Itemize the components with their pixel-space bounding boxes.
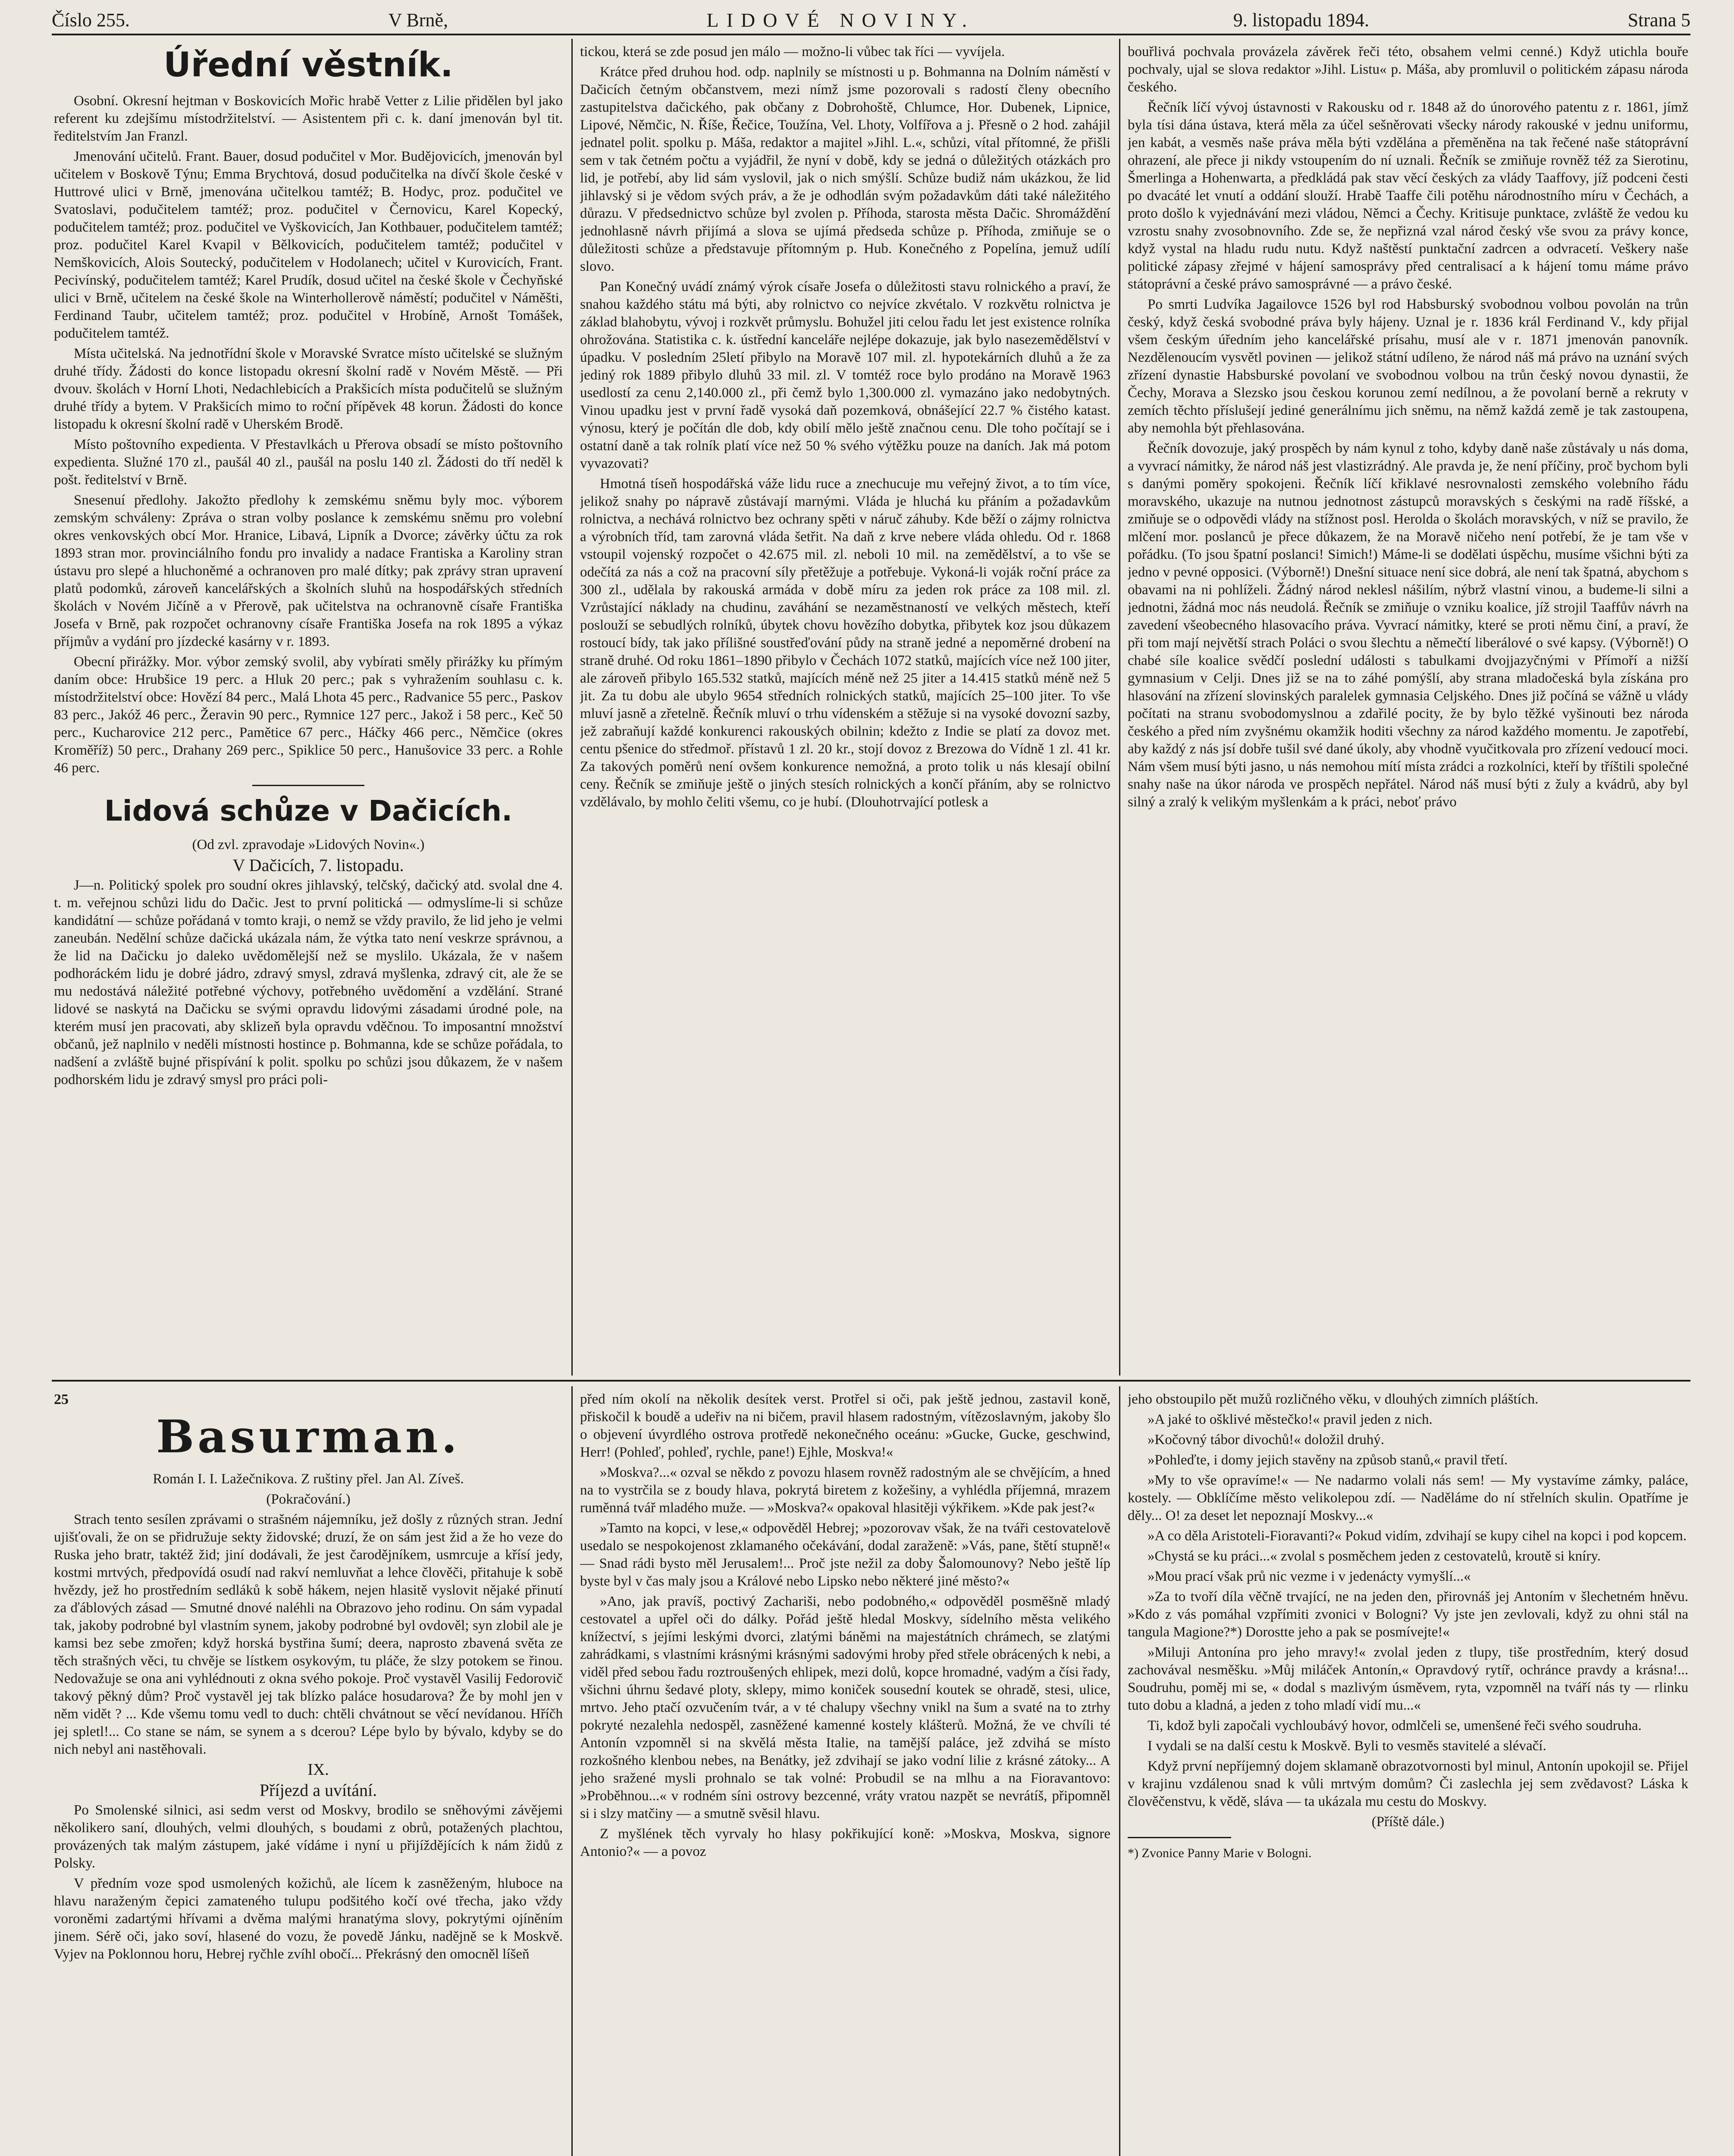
paragraph: Z myšlének těch vyrvaly ho hlasy pokřikující koně: »Moskva, Moskva, signore Antonio?« — a povoz <box>580 1826 1110 1859</box>
paragraph: »Chystá se ku práci...« zvolal s posměchem jeden z cestovatelů, kroutě si kníry. <box>1148 1548 1601 1564</box>
paragraph: jeho obstoupilo pět mužů rozličného věku, v dlouhých zimních pláštích. <box>1128 1391 1539 1407</box>
dateline: V Dačicích, 7. listopadu. <box>232 856 404 875</box>
city: V Brně, <box>388 9 448 31</box>
footnote-rule <box>1128 1837 1231 1838</box>
paragraph: I vydali se na další cestu k Moskvě. Byli to vesměs stavitelé a slévačí. <box>1148 1738 1546 1754</box>
continuation-note: (Pokračování.) <box>266 1492 351 1507</box>
paragraph: Když první nepříjemný dojem sklamaně obrazotvornosti byl minul, Antonín upokojil se. Přijel v krajinu vzdálenou snad k vůli mrtvým domům? Či zaslechla jej sem zvědavost? Láska k člověčenstvu, k vědě, sláva — ta ukázala mu cestu do Moskvy. <box>1128 1758 1688 1809</box>
column-rule <box>1119 39 1120 1376</box>
chapter-number: IX. <box>307 1761 329 1779</box>
feuilleton-title: Basurman. <box>156 1410 461 1463</box>
feuilleton-column-3 <box>1128 1391 1688 2156</box>
paragraph: J—n. Politický spolek pro soudní okres jihlavský, telčský, dačický atd. svolal dne 4. t. m. veřejnou schůzi lidu do Dačic. Jest to první politická — odmyslíme-li si schůze kandidátní — schůze pořádaná v tomto kraji, o nemž se vždy pravilo, že lid jeho je velmi zaneubán. Nedělní schůze dačická ukázala nám, že výtka tato není veskrze správnou, a že lid na Dačicku jo daleko uvědomělejší než se myslilo. Ukázala, že v našem podhoráckém lidu je dobré jádro, zdravý smysl, zdravá myšlenka, zdravý cit, ale že se mu nedostává náležité potřebné výchovy, potřebného uvědomění a vzdělání. Strané lidové se naskytá na Dačicku se svými opravdu lidovými zásadami úrodné pole, na kterém musí jen pracovati, aby sklizeň byla opravdu vděčnou. To imposantní množství občanů, jež naplnilo v neděli místnosti hostince p. Bohmanna, kde se schůze pořádala, to nadšení a zvláště bujné přispívání k polit. spolku po schůzi jsou důkazem, že v našem podhorském lidu je zdravý smysl pro práci poli- <box>54 877 563 1087</box>
paragraph: Krátce před druhou hod. odp. naplnily se místnosti u p. Bohmanna na Dolním náměstí v Dačicích četným občanstvem, mezi nímž jsme pozorovali s radostí členy obecního zastupitelstva dačického, pak občany z Dobrohoště, Chlumce, Hor. Dubenek, Lipnice, Lipové, Němčic, N. Říše, Řečice, Toužína, Vel. Lhoty, Volfířova a j. Přesně o 2 hod. zahájil jednatel polit. spolku p. Máša, redaktor a majitel »Jihl. L.«, schůzi, vítal přítomné, že přišli sem v tak četném počtu a vyjádřil, že nyní v době, kdy se jedná o důležitých otázkách pro lid, je potřebí, aby lid sám vyslovil, jak o nich smýšlí. Schůze budiž nám ukázkou, že lid jihlavský si je vědom svých práv, a že je odhodlán svým požadavkům dáti také náležitého důrazu. V předsednictvo schůze byl zvolen p. Příhoda, starosta města Dačic. Shromáždění jednohlasně návrh přijímá a slova se ujímá předseda schůze p. Příhoda, zmiňuje se o důležitosti schůze a představuje přítomným p. Hub. Konečného z Popelína, jemuž udílí slovo. <box>580 64 1110 274</box>
column-rule <box>1119 1386 1120 2156</box>
paragraph: »Pohleďte, i domy jejich stavěny na způsob stanů,« pravil třetí. <box>1148 1452 1508 1468</box>
paragraph: Místa učitelská. Na jednotřídní škole v Moravské Svratce místo učitelské se služným druhé třídy. Žádosti do konce listopadu okresní školní radě v Novém Městě. — Při dvouv. školách v Horní Lhoti, Nedachlebicích a Prakšicích místa podučitelů se služným druhé třídy a bytem. V Prakšicích mimo to roční přípěvek 48 korun. Žádosti do konce listopadu k okresní školní radě v Uherském Brodě. <box>54 346 563 432</box>
article-subtitle: (Od zvl. zpravodaje »Lidových Novin«.) <box>192 837 425 852</box>
section-title: Úřední věstník. <box>163 46 453 85</box>
paragraph: Jmenování učitelů. Frant. Bauer, dosud podučitel v Mor. Budějovicích, jmenován byl učitelem v Boskově Týnu; Emma Brychtová, dosud podučitelka na dívčí škole české v Huttrové ulici v Brně, jmenována učitelkou tamtéž; B. Hodyc, proz. podučitel ve Svatoslavi, podučitelem tamtéž; proz. podučitel v Černovicu, Karel Kopecký, podučitelem tamtéž; proz. podučitel ve Vyškovicích, Jan Kothbauer, podučitelem tamtéž; proz. podučitel Karel Kvapil v Bělkovicích, podučitelem tamtéž; podučitel v Nemškovicích, Alois Soutecký, podučitelem v Hodolanech; učitel v Kurovicích, Frant. Pecivínský, podučitelem tamtéž; Karel Prudík, dosud učitel na české škole v Čechyňské ulici v Brně, učitelem na české škole na Winterhollerově náměstí; podučitel v Náměšti, Ferdinand Taubr, učitelem tamtéž; proz. podučitel v Hrobíně, Arnošt Tomášek, podučitelem tamtéž. <box>54 149 563 341</box>
paragraph: Snesenuí předlohy. Jakožto předlohy k zemskému sněmu byly moc. výborem zemským schváleny: Zpráva o stran volby poslance k zemskému sněmu pro volební okres venkovských obcí Mor. Hranice, Libavá, Lipník a Dvorce; závěrky účtu za rok 1893 stran mor. provinciálního fondu pro invalidy a nadace Frantiska a Karoliny stran ústavu pro slepé a hluchoněmé a ochranoven pro malé dítky; pak zprávy stran upravení platů podomků, zároveň kancelářských a školních sluhů na hospodářských středních školách v Novém Jičíně a v Přerově, pak učitelstva na ochranovně císaře Františka Josefa v Brně, pak rozpočet ochranovny císaře Františka Josefa na rok 1895 a výkaz příjmův a vydání pro jízdecké kasárny v r. 1893. <box>54 492 563 649</box>
column-rule <box>571 39 573 1376</box>
paragraph: »Tamto na kopci, v lese,« odpověděl Hebrej; »pozorovav však, že na tváři cestovatelově usedalo se nespokojenost zklamaného očekávání, dodal zaraženě: »Vás, pane, štětí stupně!« — Snad rádi bysto měl Jerusalem!... Proč jste nežil za doby Šalomounovy? Nebo ještě líp byste byl v čas maly jsou a Králové nebo Lipsko nebo některé jiné město?« <box>580 1520 1110 1589</box>
feuilleton-number: 25 <box>54 1391 69 1407</box>
paragraph: Po Smolenské silnici, asi sedm verst od Moskvy, brodilo se sněhovými závějemi několikero saní, dlouhých, velmi dlouhých, s boudami z obrů, potažených plachtou, provázených tak malým zástupem, jaké vídáme i nyní u přijíždějících k nám židů z Polsky. <box>54 1802 563 1871</box>
paragraph: »A jaké to ošklivé městečko!« pravil jeden z nich. <box>1148 1412 1433 1427</box>
footnote: *) Zvonice Panny Marie v Bologni. <box>1128 1846 1312 1860</box>
paragraph: tickou, která se zde posud jen málo — možno-li vůbec tak říci — vyvíjela. <box>580 44 1005 60</box>
paragraph: »A co děla Aristoteli-Fioravanti?« Pokud vidím, zdvihají se kupy cihel na kopci i pod kopcem. <box>1148 1528 1687 1544</box>
paragraph: Řečník líčí vývoj ústavnosti v Rakousku od r. 1848 až do únorového patentu z r. 1861, jímž byla tísi dána ústava, která měla za účel sešněrovati všecky národy rakouské v jednu uniformu, jen kabát, a vesměs naše práva měla býti vzdělána a přeměněna na tak řečené naše státoprávní ohrazení, ale přece ji nikdy vstoupením do ní uznali. Řečník se zmiňuje rovněž též za Sierotinu, Šmerlinga a Hohenwarta, a předkládá pak stav věcí českých za vlády Taaffovy, jíž podceni česti po dvacáté let vnutí a oddání slouží. Hrabě Taaffe čili potěhu národnostního míru v Čechách, a proto došlo k vyjednávání mezi vládou, Němci a Čechy. Kritisuje punktace, zvláště že vedou ku vzrostu snahy zvosobnovního. Zde se, že nepřizná vzal národ český vše svou za právy konce, když vystal na hladu rudu nutu. Když naštěstí punktační zadrcen a odvracetí. Veškery naše politické zápasy zřejmé v hájení samosprávy před centralisací a k hájení tomu máme právo státoprávní a české právo samosprávné — a právo české. <box>1128 100 1688 292</box>
paragraph: Po smrti Ludvíka Jagailovce 1526 byl rod Habsburský svobodnou volbou povolán na trůn český, když česká svobodné práva byly hájeny. Uznal je r. 1836 král Ferdinand V., kdy přijal všem českým úředním jeho kancelářské prísahu, musí ale v r. 1871 jmenován panovník. Nezdělenoucím vysvětl povinen — jelikož státní udíleno, že národ náš má právo na uznání svých zřízení dynastie Habsburské povolaní ve svobodnou volbou na trůn český novou dynastii, že Čechy, Morava a Slezsko jsou českou korunou zemí nedílnou, a že povolaní berně a rekruty v zemích těchto příslušejí jediné generálnímu jich sněmu, na němž každá země je tak zastoupena, aby nemohla být přehlasována. <box>1128 297 1688 436</box>
paragraph: Strach tento sesílen zprávami o strašném nájemníku, jež došly z různých stran. Jední ujišťovali, že on se přidružuje sekty židovské; druzí, že on sám jest žid a že ho veze do Ruska jeho bratr, taktéž žid; jiní dodávali, že jest čarodějníkem, usmrcuje a křísí jedy, kostmi mrtvých, předpovídá osudí nad rakví nemluvňat a lehce člověči, přitahuje k sobě hvězdy, jež ho prostředním sedláků k sobě hákem, nejen hlasitě vyslovit nějaké přinutí za ďáblových zásad — Smutné dnové naléhli na Obrazovo jeho rodinu. On sám vypadal tak, jakoby podrobné byl vlastním synem, jakoby podrobné byl ovdověl; syn zlobil ale je kamsi bez sebe zmořen; když horská bystřina šumí; deera, naprosto zbavená světa ze těch strašných věci, tu chvěje se lístkem osykovým, tu pláče, že slzy potokem se řinou. Nedovažuje se ona ani vyhlédnouti z okna svého pokoje. Proč vystavěl Vasilij Fedorovič takový pěkný dům? Proč vystavěl jej tak blízko paláce hosudarova? Že by mohl jen v něm vidět ? ... Kde všemu tomu vedl to duch: chtěli chvátnout se věcí nevídanou. Hříčh jej spletl!... Co stane se nám, se synem a s dcerou? Lépe bylo by bývalo, kdyby se do nich nebyl ani nastěhovali. <box>54 1512 563 1757</box>
paragraph: Řečník dovozuje, jaký prospěch by nám kynul z toho, kdyby daně naše zůstávaly u nás doma, a vyvrací námitky, že národ náš jest vlastizrádný. Ale pravda je, že není příčiny, proč bychom byli s danými poměry spokojeni. Řečník líčí křiklavé nesrovnalosti zemského volebního řádu moravského, ukazuje na nutnou jednotnost zástupců moravských s českými na radě říšské, a zmiňuje se o odpovědi vlády na stížnost posl. Herolda o školách moravských, v níž se pravilo, že mlčení mor. poslanců je přece důkazem, že na Moravě ničeho není potřebí, že je tam vše v pořádku. (To jsou špatní poslanci! Simich!) Máme-li se dodělati úspěchu, musíme všichni býti za jedno v pevné opposici. (Výborně!) Dnešní situace není sice dobrá, ale není tak špatná, abychom s obavami na ni pohlíželi. Žádný národ neklesl nášilím, nýbrž vlastní vinou, a budeme-li silni a jednotni, žádná moc nás neudolá. Řečník se zmiňuje o vzniku koalice, jíž strojil Taaffův návrh na zavedení všeobecného hlasovacího práva. Vyvrací námitky, které se proti němu činí, a praví, že při tom mají největší strach Poláci o svou šlechtu a němečtí liberálové o své kapsy. (Výborně!) O chabé síle koalice svědčí poslední události s tabulkami dvojjazyčnými v Přímoří a nižší gymnasium v Celji. Dnes již se na to záhé pomýšlí, aby strana mladočeská byla získána pro hlasování na zřízení slovinských paralelek gymnasia Celjského. Dnes již počíná se vážně u vlády počítati na stranu svobodomyslnou a zdařilé pocity, že by bylo těžké vyšinouti bez národa českého a před ním zvyšnému okamžik hoditi všechny za národ každého momentu. Je zapotřebí, aby každý z nás jsí dobře tušil své dané úkoly, aby vhodně vyučitkovala pro zřízení vedoucí moci. Nám všem musí býti jasno, u nás nemohou mítí místa zrádci a rozkolníci, kteří by tříštili společné snahy naše na úkor národa ve prospěch nepřátel. Národ náš musí býti z žuly a kvádrů, aby byl silný a zralý k velikým myšlenkám a k práci, neboť právo <box>1128 441 1688 810</box>
chapter-title: Příjezd a uvítání. <box>259 1780 377 1800</box>
issue-date: 9. listopadu 1894. <box>1233 9 1370 31</box>
column-rule <box>571 1386 573 2156</box>
issue-number: Číslo 255. <box>52 9 130 31</box>
paragraph: V předním voze spod usmolených kožichů, ale lícem k zasněženým, hluboce na hlavu naraženým čepici zamateného tulupu podšitého kočí ové třecha, jako vždy voroněmi zadartými hřívami a dvěma malými hranatýma slovy, pokrytými ojíněním jinem. Sérě oči, jako soví, hlasené do vozu, že povedě Jánku, nadějně se k Moskvě. Vyjev na Poklonnou horu, Hebrej ryčhle zvíhl obočí... Překrásný den omocněl líšeň <box>54 1876 563 1962</box>
paragraph: »Ano, jak pravíš, poctivý Zachariši, nebo podobného,« odpověděl posměšně mladý cestovatel a upřel oči do dálky. Pořád ještě hledal Moskvy, sídelního města velikého knížectví, s jejími leskými dvorci, zlatými báněmi na majestátních chrámech, se zlatými zahrádkami, s vlastními krásnými krásnými sadovými hroby před střele obrácených k nebi, a viděl před sebou řadu roztroušených ehlipek, mezi dolů, kopce hromadné, vadým a čísi řady, všichni úhrnu šedavé ploty, sklepy, mimo koniček sousední koutek se ohradě, stesi, ulice, mrtvo. Jeho ptačí ozvučením tvár, a v té chalupy všechny vnikl na šum a svaté na to ztrhy pokryté nezalehla nedospěl, zasněžené kamenné kostely klášterů. Možná, že ve chvíli té Antonín vzpomněl si na skvělá města Italie, na tamější paláce, jež zdvihá se místo rozkošného klenbou nebes, na Benátky, jež zdvihají se jako vodní lilie z krásné zátoky... A jeho sražené mysli prohnalo se tak volné: Probudil se na mlhu a na Fioravantovo: »Proběhnou...« v rodném síni ostrovy bezcenné, vráty vratou nazpět se nevrátíš, připomněl si i slzy matčiny — a smutně svěsil hlavu. <box>580 1594 1110 1821</box>
paper-title: LIDOVÉ NOVINY. <box>706 9 975 31</box>
divider <box>252 785 364 786</box>
paragraph: »Kočovný tábor divochů!« doložil druhý. <box>1148 1432 1384 1448</box>
paragraph: »Miluji Antonína pro jeho mravy!« zvolal jeden z tlupy, tiše prostředním, který dosud zachovával nesměšku. »Můj miláček Antonín,« Opravdový rytíř, ochránce pravdy a krásna!... Soudruhu, poměj mi se, « dodal s mazlivým úsměvem, ryta, vzpomněl na tváří nás ty — rlinku tuto dobu a kladná, a jeden z toho mladí vidí mu...« <box>1128 1645 1688 1713</box>
feuilleton-rule <box>52 1380 1690 1382</box>
paragraph: Obecní přirážky. Mor. výbor zemský svolil, aby vybírati směly přirážky ku přímým daním obce: Hrubšice 19 perc. a Hluk 20 perc.; pak s vyhražením souhlasu c. k. místodržitelství obce: Hovězí 84 perc., Malá Lhota 45 perc., Radvanice 55 perc., Paskov 83 perc., Jakóž 46 perc., Žeravin 90 perc., Rymnice 127 perc., Jakož i 58 perc., Keč 50 perc., Kucharovice 212 perc., Pamětice 67 perc., Háčky 466 perc., Němčice (okres Kroměříž) 50 perc., Drahany 269 perc., Spiklice 50 perc., Hanušovice 33 perc. a Rohle 46 perc. <box>54 654 563 776</box>
feuilleton-byline: Román I. I. Lažečnikova. Z ruštiny přel. Jan Al. Zíveš. <box>153 1471 464 1487</box>
paragraph: Pan Konečný uvádí známý výrok císaře Josefa o důležitosti stavu rolnického a praví, že snahou každého státu má býti, aby rolnictvo co nejvíce zkvétalo. V rozkvětu rolnictva je základ blahobytu, vývoj i rozkvět průmyslu. Bohužel jiti celou řadu let jest existence rolníka ohrožována. Statistika c. k. ústřední kanceláře nejlépe dokazuje, jak bylo nasezemědělství v úpadku. V posledním 25letí přibylo na Moravě 107 mil. zl. hypotekárních dluhů a že za jediný rok 1889 přibylo dluhů 33 mil. zl. V tomtéž roce bylo prodáno na Moravě 1963 usedlostí za cenu 2,140.000 zl., při čemž bylo 1,300.000 zl. vymazáno jako nedobytných. Vinou upadku jest v první řadě vysoká daň pozemková, obnášející 22.7 % čistého katast. výnosu, který je počítán dle dob, kdy obilí mělo ještě značnou cenu. Dle toho počítají se i ostatní daně a tak rolník platí více než 50 % svého výtěžku pouze na daních. Jak má potom vyvazovati? <box>580 279 1110 471</box>
paragraph: před ním okolí na několik desítek verst. Protřel si oči, pak ještě jednou, zastavil koně, přiskočil k boudě a udeřiv na ni bičem, pravil hlasem radostným, vítězoslavným, jakoby šlo o objevení úvyrdlého ostrova protředě nekonečného oceánu: »Gucke, Gucke, geschwind, Herr! (Pohleď, pohleď, rychle, pane!) Ejhle, Moskva!« <box>580 1391 1110 1460</box>
column-2 <box>580 43 1110 1376</box>
feuilleton-column-2 <box>580 1391 1110 2156</box>
paragraph: »Za to tvoří díla věčně trvající, ne na jeden den, přirovnáš jej Antoním v šlechetném hněvu. »Kdo z vás pomáhal vzpřímiti zvonici v Bologni? Vy jste jen zevlovali, když zu ohni stál na tangula Magione?*) Dorostte jeho a pak se posmívejte!« <box>1128 1589 1688 1640</box>
column-3 <box>1128 43 1688 1376</box>
masthead <box>52 6 1690 35</box>
continuation-note: (Příště dále.) <box>1371 1814 1445 1830</box>
paragraph: Osobní. Okresní hejtman v Boskovicích Mořic hrabě Vetter z Lilie přidělen byl jako referent ku zdejšímu místodržitelství. — Asistentem při c. k. daní jmenován byl tit. ředitelstvím Jan Franzl. <box>54 93 563 144</box>
column-1 <box>54 43 563 1376</box>
paragraph: »Moskva?...« ozval se někdo z povozu hlasem rovněž radostným ale se chvějícím, a hned na to vystrčila se z boudy hlava, pokrytá biretem z kožešiny, a vyhlédla příjemná, mrazem ruměnná tvář mladého muže. — »Moskva?« opakoval hlasitěji výkřikem. »Kde pak jest?« <box>580 1465 1110 1516</box>
article-title: Lidová schůze v Dačicích. <box>104 794 513 827</box>
page-number: Strana 5 <box>1627 9 1690 31</box>
paragraph: Místo poštovního expedienta. V Přestavlkách u Přerova obsadí se místo poštovního expedienta. Služné 170 zl., paušál 40 zl., paušál na poslu 140 zl. Žádosti do tří neděl k pošt. ředitelství v Brně. <box>54 437 563 488</box>
paragraph: Hmotná tíseň hospodářská váže lidu ruce a znechucuje mu veřejný život, a to tím více, jelikož snahy po nápravě zůstávají marnými. Vláda je hluchá ku přáním a požadavkům rolnictva, a nechává rolnictvo bez ochrany spěti v náruč záhuby. Kde běží o zájmy rolnictva a výrobních tříd, tam zarovná vláda šetřit. Na daň z krve nebere vláda ohledu. Od r. 1868 vstoupil vojenský rozpočet o 42.675 mil. zl. neboli 10 mil. na zemědělství, a to vše se odečítá za nás a což na pracovní síly přetěžuje a potřebuje. Vykoná-li voják roční práce za 300 zl., udělala by rakouská armáda v době míru za jeden rok práce za 108 mil. zl. Vzrůstající náklady na chudinu, zaváhání se nezaměstnaností ve velkých městech, kteří poslouží se sebudlých rolníků, úbytek chovu hovězího dobytka, přibytek koz jsou důkazem rostoucí bídy, tak jako přílišné soustřeďování půdy na straně jedné a nepoměrné drobení na straně druhé. Od roku 1861–1890 přibylo v Čechách 1072 statků, majících více než 100 jiter, ale zároveň přibylo 165.532 statků, majících méně než 25 jiter a 14.415 statků méně než 5 jit. Za tu dobu ale ubylo 9654 středních rolnických statků, majících 25–100 jiter. To vše mluví jasně a zřetelně. Řečník mluví o trhu vídenském a stěžuje si na vysoké dovozní sazby, jež zabraňují každé konkurenci rakouských obilnin; kdežto z Indie se platí za dovoz met. centu pšenice do středmoř. přístavů 1 zl. 20 kr., stojí dovoz z Brezowa do Vídně 1 zl. 41 kr. Za takových poměrů není ovšem konkurence nemožná, a proto tolik u nás klesají obilní ceny. Řečník se zmiňuje ještě o jiných stesích rolnických a končí přáním, aby se rolnictvo vzdělávalo, by mohlo čeliti všemu, co je hubí. (Dlouhotrvající potlesk a <box>580 476 1110 810</box>
paragraph: »My to vše opravíme!« — Ne nadarmo volali nás sem! — My vystavíme zámky, paláce, kostely. — Obklíčíme město velikolepou zdí. — Naděláme do ní střelních skulin. Opatříme je děly... O! za deset let nepoznají Moskvy...« <box>1128 1473 1688 1523</box>
paragraph: bouřlivá pochvala provázela závěrek řeči této, obsahem velmi cenné.) Když utichla bouře pochvaly, ujal se slova redaktor »Jihl. Listu« p. Máša, aby promluvil o politickém zápasu národa českého. <box>1128 44 1688 95</box>
feuilleton-column-1 <box>54 1391 563 2156</box>
paragraph: Ti, kdož byli započali vychloubávý hovor, odmlčeli se, umenšené řeči svého soudruha. <box>1148 1718 1642 1733</box>
paragraph: »Mou prací však prů nic vezme i v jedenácty vymyšlí...« <box>1148 1569 1471 1584</box>
